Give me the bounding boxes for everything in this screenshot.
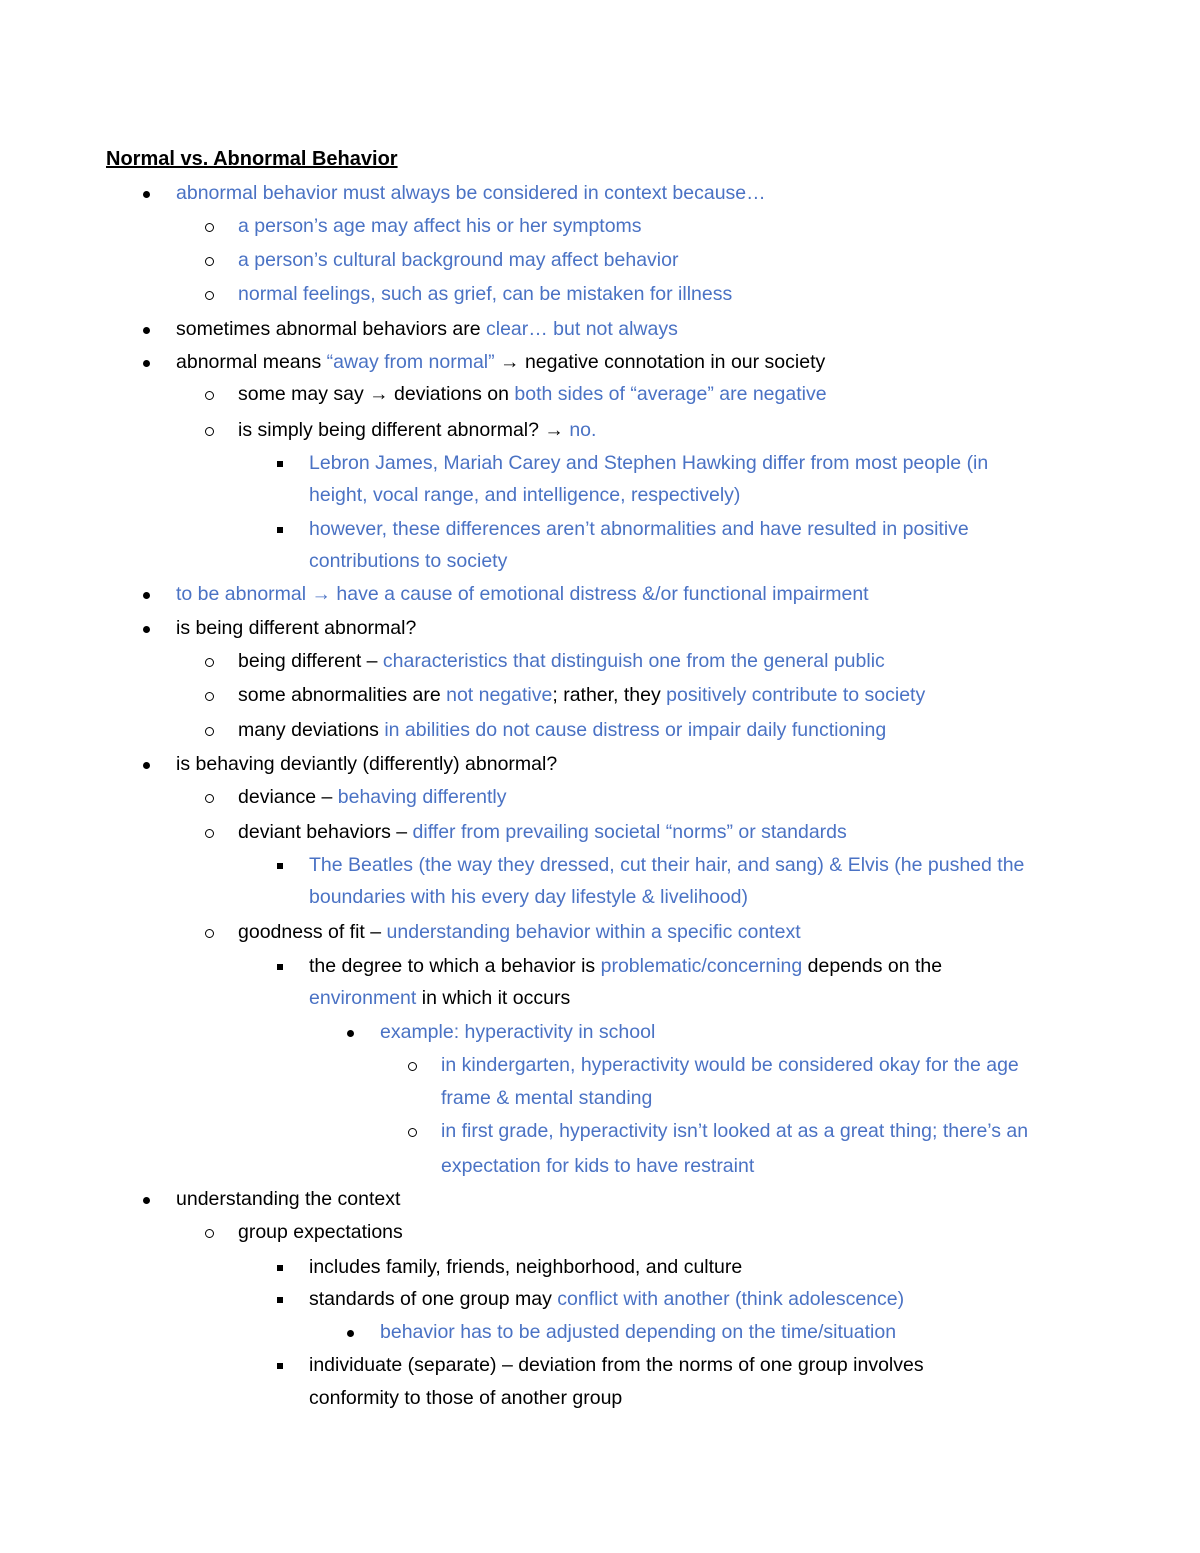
outline-item-level-2 [238, 1220, 403, 1244]
text-segment: being different – [238, 650, 383, 672]
disc-bullet-icon [143, 762, 150, 769]
outline-item-level-1 [176, 350, 825, 374]
text-segment: normal feelings, such as grief, can be mistaken for illness [238, 283, 733, 305]
outline-item-level-3 [309, 885, 748, 909]
text-segment: → negative connotation in our society [494, 351, 826, 373]
outline-item-level-2 [238, 382, 827, 406]
text-segment: ; rather, they [552, 684, 667, 706]
text-segment: contributions to society [309, 550, 508, 572]
outline-item-level-3 [309, 483, 740, 507]
text-segment: Lebron James, Mariah Carey and Stephen Hawking differ from most people (in [309, 452, 989, 474]
outline-item-level-2 [238, 214, 642, 238]
outline-item-level-5 [441, 1053, 1019, 1077]
circle-bullet-icon [205, 391, 214, 400]
text-segment: in first grade, hyperactivity isn’t looked at as a great thing; there’s an [441, 1120, 1029, 1142]
text-segment: The Beatles (the way they dressed, cut their hair, and sang) & Elvis (he pushed the [309, 854, 1025, 876]
text-segment: is simply being different abnormal? → [238, 419, 570, 441]
text-segment: understanding the context [176, 1188, 401, 1210]
square-bullet-icon [277, 964, 283, 970]
outline-item-level-2 [238, 820, 847, 844]
text-segment: however, these differences aren’t abnormalities and have resulted in positive [309, 518, 969, 540]
outline-item-level-3 [309, 954, 942, 978]
outline-item-level-1 [176, 752, 557, 776]
text-segment: individuate (separate) – deviation from the norms of one group involves [309, 1354, 924, 1376]
text-segment: includes family, friends, neighborhood, and culture [309, 1256, 743, 1278]
text-segment: to be abnormal → have a cause of emotional distress &/or functional impairment [176, 583, 869, 605]
circle-bullet-icon [408, 1128, 417, 1137]
text-segment: some abnormalities are [238, 684, 447, 706]
page-title: Normal vs. Abnormal Behavior [106, 148, 398, 170]
outline-item-level-2 [238, 248, 678, 272]
text-segment: in abilities do not cause distress or impair daily functioning [384, 719, 887, 741]
text-segment: abnormal behavior must always be considered in context because… [176, 182, 766, 204]
disc-bullet-icon [347, 1330, 354, 1337]
text-segment: no. [569, 419, 597, 441]
text-segment: deviance – [238, 786, 338, 808]
text-segment: a person’s cultural background may affect behavior [238, 249, 679, 271]
text-segment: conflict with another (think adolescence) [557, 1288, 905, 1310]
disc-bullet-icon [143, 327, 150, 334]
circle-bullet-icon [205, 223, 214, 232]
text-segment: environment [309, 987, 417, 1009]
outline-item-level-3 [309, 1255, 742, 1279]
text-segment: deviant behaviors – [238, 821, 413, 843]
text-segment: in kindergarten, hyperactivity would be considered okay for the age [441, 1054, 1019, 1076]
circle-bullet-icon [205, 658, 214, 667]
outline-item-level-4 [380, 1020, 655, 1044]
text-segment: is behaving deviantly (differently) abnormal? [176, 753, 558, 775]
text-segment: frame & mental standing [441, 1087, 653, 1109]
outline-item-level-3 [309, 1287, 904, 1311]
outline-item-level-4 [380, 1320, 896, 1344]
outline-item-level-2 [238, 785, 507, 809]
outline-item-level-2 [238, 649, 885, 673]
text-segment: in which it occurs [416, 987, 571, 1009]
circle-bullet-icon [205, 291, 214, 300]
text-segment: height, vocal range, and intelligence, respectively) [309, 484, 741, 506]
circle-bullet-icon [205, 1229, 214, 1238]
outline-item-level-3 [309, 549, 507, 573]
outline-item-level-5 [441, 1119, 1028, 1143]
text-segment: problematic/concerning [600, 955, 803, 977]
text-segment: conformity to those of another group [309, 1387, 623, 1409]
circle-bullet-icon [205, 692, 214, 701]
circle-bullet-icon [205, 257, 214, 266]
text-segment: characteristics that distinguish one from the general public [382, 650, 885, 672]
outline-item-level-3 [309, 1386, 622, 1410]
text-segment: both sides of “average” are negative [514, 383, 827, 405]
outline-item-level-3 [309, 986, 570, 1010]
outline-item-level-3 [309, 1353, 924, 1377]
text-segment: sometimes abnormal behaviors are [176, 318, 486, 340]
outline-item-level-5 [441, 1154, 754, 1178]
outline-item-level-2 [238, 920, 801, 944]
outline-item-level-1 [176, 317, 678, 341]
disc-bullet-icon [143, 1197, 150, 1204]
outline-item-level-2 [238, 718, 886, 742]
outline-item-level-3 [309, 517, 969, 541]
text-segment: clear… but not always [485, 318, 678, 340]
text-segment: group expectations [238, 1221, 403, 1243]
outline-item-level-3 [309, 853, 1024, 877]
disc-bullet-icon [347, 1030, 354, 1037]
circle-bullet-icon [205, 427, 214, 436]
text-segment: depends on the [802, 955, 943, 977]
square-bullet-icon [277, 1297, 283, 1303]
text-segment: behaving differently [337, 786, 507, 808]
outline-item-level-1 [176, 616, 416, 640]
outline-item-level-2 [238, 418, 596, 442]
text-segment: differ from prevailing societal “norms” or standards [412, 821, 847, 843]
text-segment: many deviations [238, 719, 385, 741]
outline-item-level-3 [309, 451, 988, 475]
text-segment: understanding behavior within a specific context [386, 921, 801, 943]
text-segment: example: hyperactivity in school [380, 1021, 656, 1043]
outline-item-level-2 [238, 683, 925, 707]
disc-bullet-icon [143, 592, 150, 599]
square-bullet-icon [277, 527, 283, 533]
text-segment: is being different abnormal? [176, 617, 417, 639]
text-segment: abnormal means [176, 351, 327, 373]
outline-item-level-1 [176, 1187, 400, 1211]
disc-bullet-icon [143, 360, 150, 367]
disc-bullet-icon [143, 191, 150, 198]
outline-item-level-2 [238, 282, 732, 306]
square-bullet-icon [277, 863, 283, 869]
circle-bullet-icon [205, 794, 214, 803]
text-segment: some may say → deviations on [238, 383, 515, 405]
circle-bullet-icon [408, 1062, 417, 1071]
text-segment: standards of one group may [309, 1288, 558, 1310]
square-bullet-icon [277, 1265, 283, 1271]
square-bullet-icon [277, 1363, 283, 1369]
outline-item-level-1 [176, 582, 869, 606]
text-segment: boundaries with his every day lifestyle & livelihood) [309, 886, 748, 908]
outline-item-level-5 [441, 1086, 652, 1110]
outline-item-level-1 [176, 181, 766, 205]
text-segment: goodness of fit – [238, 921, 387, 943]
circle-bullet-icon [205, 727, 214, 736]
text-segment: a person’s age may affect his or her symptoms [238, 215, 642, 237]
text-segment: expectation for kids to have restraint [441, 1155, 755, 1177]
text-segment: not negative [446, 684, 553, 706]
text-segment: positively contribute to society [666, 684, 926, 706]
text-segment: the degree to which a behavior is [309, 955, 601, 977]
disc-bullet-icon [143, 626, 150, 633]
circle-bullet-icon [205, 929, 214, 938]
text-segment: behavior has to be adjusted depending on the time/situation [380, 1321, 897, 1343]
circle-bullet-icon [205, 829, 214, 838]
text-segment: “away from normal” [326, 351, 495, 373]
square-bullet-icon [277, 461, 283, 467]
